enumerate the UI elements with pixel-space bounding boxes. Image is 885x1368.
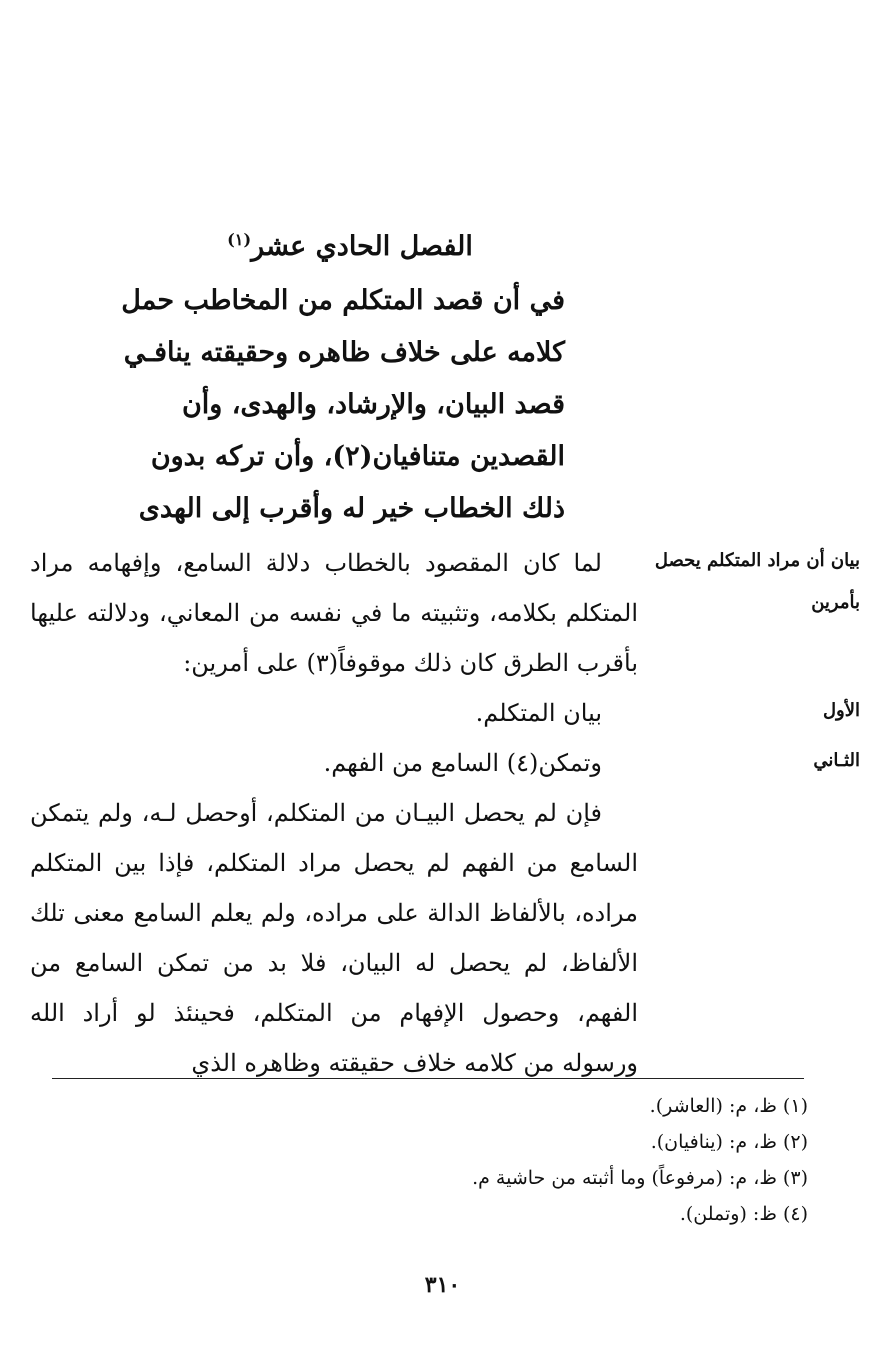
- margin-note-second: الثـاني: [813, 750, 860, 771]
- margin-note-two-matters: بيان أن مراد المتكلم يحصل بأمرين: [654, 550, 860, 613]
- item-first: بيان المتكلم.: [475, 699, 602, 727]
- paragraph-intro: لما كان المقصود بالخطاب دلالة السامع، وإفهامه مراد المتكلم بكلامه، وتثبيته ما في نفسه من المعاني، ودلالته عليها بأقرب الطرق كان ذلك موقوفاً(٣) على أمرين:: [30, 549, 638, 677]
- chapter-subtitle-line: كلامه على خلاف ظاهره وحقيقته ينافـي: [123, 337, 565, 368]
- item-second: وتمكن(٤) السامع من الفهم.: [323, 749, 602, 777]
- footnote-4: (٤) ظ: (وتملن).: [679, 1203, 808, 1225]
- margin-note-empty: [638, 788, 860, 790]
- footnotes: [60, 1088, 808, 1232]
- footnote-2: (٢) ظ، م: (ينافيان).: [650, 1131, 808, 1153]
- footnote-1: (١) ظ، م: (العاشر).: [649, 1095, 808, 1117]
- chapter-heading: [95, 218, 565, 535]
- footnote-3: (٣) ظ، م: (مرفوعاً) وما أثبته من حاشية م.: [472, 1167, 808, 1189]
- margin-note-first: الأول: [822, 700, 860, 721]
- body-row-main: [30, 788, 860, 1088]
- chapter-title-footnote-ref: (١): [227, 230, 252, 249]
- paragraph-main: فإن لم يحصل البيـان من المتكلم، أوحصل لـه، ولم يتمكن السامع من الفهم لم يحصل مراد المتكلم، فإذا بين المتكلم مراده، بالألفاظ الدالة على مراده، ولم يعلم السامع معنى تلك الألفاظ، لم يحصل له البيان، فلا بد من تمكن السامع من الفهم، وحصول الإفهام من المتكلم، فحينئذ لو أراد الله ورسوله من كلامه خلاف حقيقته وظاهره الذي: [30, 799, 638, 1077]
- chapter-subtitle-line: قصد البيان، والإرشاد، والهدى، وأن: [181, 389, 565, 420]
- chapter-title: [95, 218, 565, 269]
- page-number: ٣١٠: [424, 1272, 461, 1298]
- body-row-first: [30, 688, 860, 738]
- chapter-title-text: الفصل الحادي عشر: [251, 231, 473, 262]
- body-row-intro: [30, 538, 860, 688]
- chapter-subtitle-line: القصدين متنافيان(٢)، وأن تركه بدون: [150, 441, 565, 472]
- chapter-subtitle-line: في أن قصد المتكلم من المخاطب حمل: [121, 285, 565, 316]
- body-row-second: [30, 738, 860, 788]
- footnote-divider: [52, 1078, 804, 1079]
- body-text: [30, 538, 860, 1088]
- chapter-subtitle-line: ذلك الخطاب خير له وأقرب إلى الهدى: [138, 493, 565, 524]
